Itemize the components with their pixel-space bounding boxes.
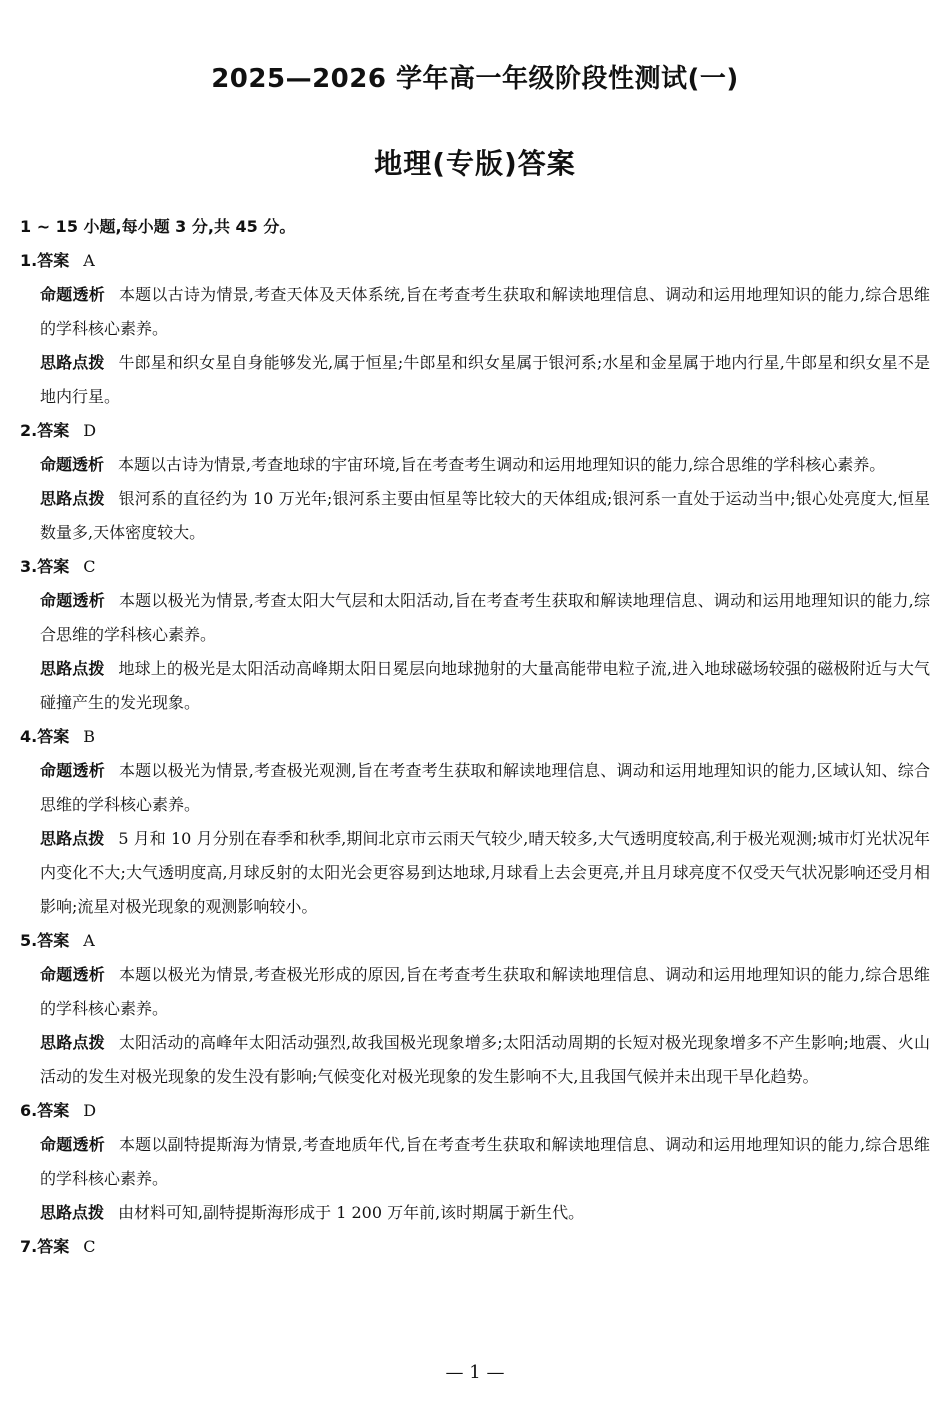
answer-label: 答案 <box>37 727 70 746</box>
answer-label: 答案 <box>37 1237 70 1256</box>
hint-text: 由材料可知,副特提斯海形成于 1 200 万年前,该时期属于新生代。 <box>118 1203 585 1222</box>
question-header <box>20 1094 930 1128</box>
analysis-label: 命题透析 <box>40 1135 105 1154</box>
answer-label: 答案 <box>37 1101 70 1120</box>
question-number: 2. <box>20 421 38 440</box>
page-number: — 1 — <box>445 1362 505 1383</box>
question-number: 3. <box>20 557 38 576</box>
question-header <box>20 414 930 448</box>
hint-label: 思路点拨 <box>40 353 105 372</box>
hint-label: 思路点拨 <box>40 1203 105 1222</box>
subject-title: 地理(专版)答案 <box>374 147 576 180</box>
analysis-label: 命题透析 <box>40 455 105 474</box>
answer-content <box>20 210 930 1264</box>
answer-value: A <box>83 251 95 270</box>
hint-text: 银河系的直径约为 10 万光年;银河系主要由恒星等比较大的天体组成;银河系一直处于运动当中;银心处亮度大,恒星数量多,天体密度较大。 <box>40 489 930 542</box>
hint-label: 思路点拨 <box>40 1033 105 1052</box>
analysis-paragraph <box>20 958 930 1026</box>
hint-text: 太阳活动的高峰年太阳活动强烈,故我国极光现象增多;太阳活动周期的长短对极光现象增多不产生影响;地震、火山活动的发生对极光现象的发生没有影响;气候变化对极光现象的发生影响不大,且我国气候并未出现干旱化趋势。 <box>40 1033 930 1086</box>
answer-label: 答案 <box>37 251 70 270</box>
analysis-text: 本题以极光为情景,考查极光形成的原因,旨在考查考生获取和解读地理信息、调动和运用地理知识的能力,综合思维的学科核心素养。 <box>40 965 930 1018</box>
answer-value: D <box>83 1101 97 1120</box>
exam-title: 2025—2026 学年高一年级阶段性测试(一) <box>211 64 739 94</box>
scoring-intro: 1 ~ 15 小题,每小题 3 分,共 45 分。 <box>20 217 296 236</box>
hint-label: 思路点拨 <box>40 489 105 508</box>
question-header <box>20 550 930 584</box>
analysis-label: 命题透析 <box>40 285 105 304</box>
question-number: 5. <box>20 931 38 950</box>
question-header <box>20 1230 930 1264</box>
question-header <box>20 244 930 278</box>
analysis-text: 本题以极光为情景,考查太阳大气层和太阳活动,旨在考查考生获取和解读地理信息、调动和运用地理知识的能力,综合思维的学科核心素养。 <box>40 591 930 644</box>
analysis-text: 本题以极光为情景,考查极光观测,旨在考查考生获取和解读地理信息、调动和运用地理知识的能力,区域认知、综合思维的学科核心素养。 <box>40 761 930 814</box>
hint-paragraph <box>20 482 930 550</box>
question-number: 4. <box>20 727 38 746</box>
hint-paragraph <box>20 1026 930 1094</box>
analysis-label: 命题透析 <box>40 761 105 780</box>
analysis-label: 命题透析 <box>40 591 105 610</box>
answer-value: D <box>83 421 97 440</box>
analysis-paragraph <box>20 278 930 346</box>
question-header <box>20 924 930 958</box>
answer-label: 答案 <box>37 931 70 950</box>
hint-text: 牛郎星和织女星自身能够发光,属于恒星;牛郎星和织女星属于银河系;水星和金星属于地内行星,牛郎星和织女星不是地内行星。 <box>40 353 930 406</box>
question-number: 1. <box>20 251 38 270</box>
analysis-paragraph <box>20 754 930 822</box>
hint-paragraph <box>20 652 930 720</box>
analysis-text: 本题以副特提斯海为情景,考查地质年代,旨在考查考生获取和解读地理信息、调动和运用地理知识的能力,综合思维的学科核心素养。 <box>40 1135 930 1188</box>
answer-value: B <box>83 727 95 746</box>
analysis-paragraph <box>20 448 930 482</box>
answer-label: 答案 <box>37 557 70 576</box>
answer-value: C <box>83 557 96 576</box>
answer-value: C <box>83 1237 96 1256</box>
hint-label: 思路点拨 <box>40 659 105 678</box>
hint-text: 5 月和 10 月分别在春季和秋季,期间北京市云雨天气较少,晴天较多,大气透明度较高,利于极光观测;城市灯光状况年内变化不大;大气透明度高,月球反射的太阳光会更容易到达地球,月球看上去会更亮,并且月球亮度不仅受天气状况影响还受月相影响;流星对极光现象的观测影响较小。 <box>40 829 930 916</box>
analysis-paragraph <box>20 1128 930 1196</box>
hint-paragraph <box>20 346 930 414</box>
question-number: 7. <box>20 1237 38 1256</box>
analysis-label: 命题透析 <box>40 965 105 984</box>
analysis-text: 本题以古诗为情景,考查地球的宇宙环境,旨在考查考生调动和运用地理知识的能力,综合思维的学科核心素养。 <box>118 455 886 474</box>
answer-label: 答案 <box>37 421 70 440</box>
hint-text: 地球上的极光是太阳活动高峰期太阳日冕层向地球抛射的大量高能带电粒子流,进入地球磁场较强的磁极附近与大气碰撞产生的发光现象。 <box>40 659 930 712</box>
analysis-text: 本题以古诗为情景,考查天体及天体系统,旨在考查考生获取和解读地理信息、调动和运用地理知识的能力,综合思维的学科核心素养。 <box>40 285 930 338</box>
question-header <box>20 720 930 754</box>
question-number: 6. <box>20 1101 38 1120</box>
hint-paragraph <box>20 1196 930 1230</box>
hint-label: 思路点拨 <box>40 829 105 848</box>
hint-paragraph <box>20 822 930 924</box>
answer-value: A <box>83 931 95 950</box>
analysis-paragraph <box>20 584 930 652</box>
